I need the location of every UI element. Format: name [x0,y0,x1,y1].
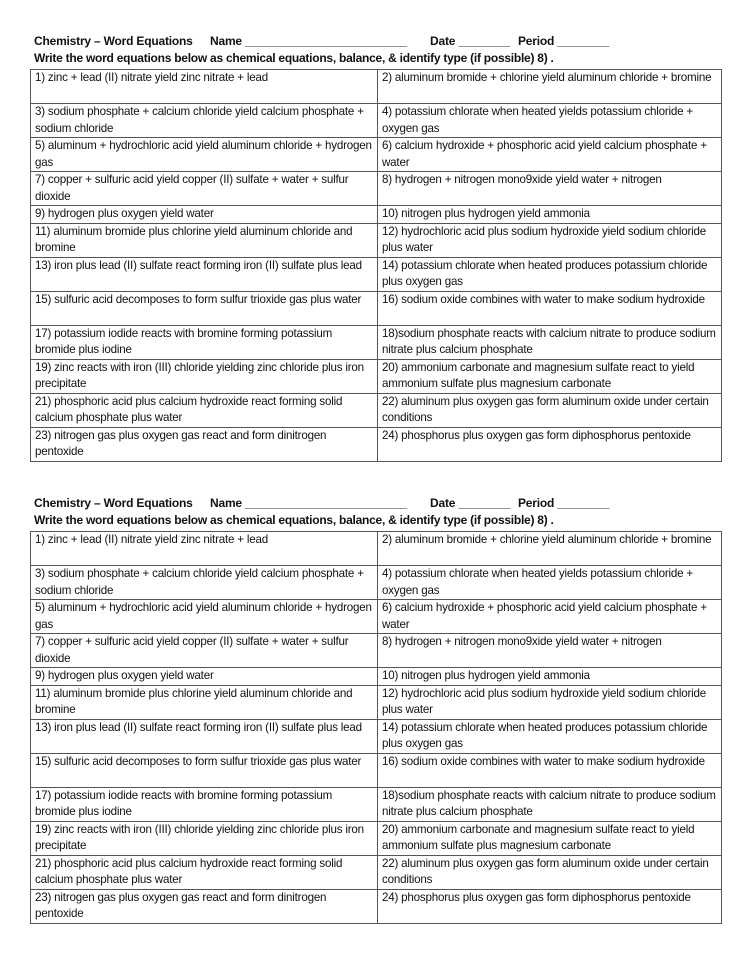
worksheet-header [30,496,722,513]
table-row [31,855,722,889]
equation-cell: 7) copper + sulfuric acid yield copper (II) sulfate + water + sulfur dioxide [31,634,378,668]
equation-cell: 16) sodium oxide combines with water to make sodium hydroxide [378,291,722,325]
equation-cell: 18)sodium phosphate reacts with calcium nitrate to produce sodium nitrate plus calcium phosphate [378,325,722,359]
table-row [31,753,722,787]
equation-cell: 10) nitrogen plus hydrogen yield ammonia [378,668,722,686]
table-row [31,427,722,461]
period-field: Period ________ [518,34,610,48]
equation-cell: 22) aluminum plus oxygen gas form aluminum oxide under certain conditions [378,393,722,427]
equation-cell: 6) calcium hydroxide + phosphoric acid yield calcium phosphate + water [378,138,722,172]
equation-cell: 2) aluminum bromide + chlorine yield aluminum chloride + bromine [378,532,722,566]
equation-cell: 5) aluminum + hydrochloric acid yield aluminum chloride + hydrogen gas [31,600,378,634]
equation-cell: 14) potassium chlorate when heated produces potassium chloride plus oxygen gas [378,719,722,753]
table-row [31,889,722,923]
name-field: Name _________________________ [210,496,407,510]
table-row [31,634,722,668]
date-field: Date ________ [430,496,511,510]
table-row [31,70,722,104]
equation-cell: 17) potassium iodide reacts with bromine forming potassium bromide plus iodine [31,325,378,359]
equation-cell: 14) potassium chlorate when heated produces potassium chloride plus oxygen gas [378,257,722,291]
equation-cell: 9) hydrogen plus oxygen yield water [31,206,378,224]
equation-cell: 4) potassium chlorate when heated yields potassium chloride + oxygen gas [378,566,722,600]
equation-cell: 24) phosphorus plus oxygen gas form diphosphorus pentoxide [378,889,722,923]
equation-cell: 23) nitrogen gas plus oxygen gas react and form dinitrogen pentoxide [31,889,378,923]
equation-cell: 23) nitrogen gas plus oxygen gas react and form dinitrogen pentoxide [31,427,378,461]
equation-cell: 3) sodium phosphate + calcium chloride yield calcium phosphate + sodium chloride [31,566,378,600]
equation-cell: 21) phosphoric acid plus calcium hydroxide react forming solid calcium phosphate plus water [31,393,378,427]
equation-cell: 7) copper + sulfuric acid yield copper (II) sulfate + water + sulfur dioxide [31,172,378,206]
table-row [31,787,722,821]
equation-cell: 24) phosphorus plus oxygen gas form diphosphorus pentoxide [378,427,722,461]
equation-cell: 11) aluminum bromide plus chlorine yield aluminum chloride and bromine [31,685,378,719]
table-row [31,291,722,325]
table-row [31,138,722,172]
instructions: Write the word equations below as chemical equations, balance, & identify type (if possible) 8) . [34,51,554,65]
equation-cell: 6) calcium hydroxide + phosphoric acid yield calcium phosphate + water [378,600,722,634]
table-row [31,821,722,855]
equation-cell: 18)sodium phosphate reacts with calcium nitrate to produce sodium nitrate plus calcium phosphate [378,787,722,821]
equation-cell: 8) hydrogen + nitrogen mono9xide yield water + nitrogen [378,634,722,668]
equation-cell: 13) iron plus lead (II) sulfate react forming iron (II) sulfate plus lead [31,719,378,753]
equation-cell: 9) hydrogen plus oxygen yield water [31,668,378,686]
equation-cell: 8) hydrogen + nitrogen mono9xide yield water + nitrogen [378,172,722,206]
equation-cell: 16) sodium oxide combines with water to make sodium hydroxide [378,753,722,787]
table-row [31,685,722,719]
equation-cell: 12) hydrochloric acid plus sodium hydroxide yield sodium chloride plus water [378,685,722,719]
table-row [31,668,722,686]
table-row [31,172,722,206]
equation-cell: 4) potassium chlorate when heated yields potassium chloride + oxygen gas [378,104,722,138]
table-row [31,104,722,138]
equation-cell: 12) hydrochloric acid plus sodium hydroxide yield sodium chloride plus water [378,223,722,257]
equations-table [30,69,722,462]
equation-cell: 10) nitrogen plus hydrogen yield ammonia [378,206,722,224]
table-row [31,719,722,753]
equation-cell: 13) iron plus lead (II) sulfate react forming iron (II) sulfate plus lead [31,257,378,291]
equation-cell: 3) sodium phosphate + calcium chloride yield calcium phosphate + sodium chloride [31,104,378,138]
table-row [31,223,722,257]
worksheet-title: Chemistry – Word Equations [34,496,193,510]
equation-cell: 19) zinc reacts with iron (III) chloride yielding zinc chloride plus iron precipitate [31,359,378,393]
table-row [31,600,722,634]
worksheet-header [30,34,722,51]
equation-cell: 11) aluminum bromide plus chlorine yield aluminum chloride and bromine [31,223,378,257]
equation-cell: 15) sulfuric acid decomposes to form sulfur trioxide gas plus water [31,753,378,787]
equation-cell: 1) zinc + lead (II) nitrate yield zinc nitrate + lead [31,70,378,104]
equation-cell: 20) ammonium carbonate and magnesium sulfate react to yield ammonium sulfate plus magnesium carbonate [378,821,722,855]
equation-cell: 5) aluminum + hydrochloric acid yield aluminum chloride + hydrogen gas [31,138,378,172]
table-row [31,206,722,224]
equation-cell: 22) aluminum plus oxygen gas form aluminum oxide under certain conditions [378,855,722,889]
equation-cell: 1) zinc + lead (II) nitrate yield zinc nitrate + lead [31,532,378,566]
equation-cell: 19) zinc reacts with iron (III) chloride yielding zinc chloride plus iron precipitate [31,821,378,855]
table-row [31,325,722,359]
table-row [31,359,722,393]
instructions: Write the word equations below as chemical equations, balance, & identify type (if possible) 8) . [34,513,554,527]
equation-cell: 17) potassium iodide reacts with bromine forming potassium bromide plus iodine [31,787,378,821]
name-field: Name _________________________ [210,34,407,48]
equation-cell: 20) ammonium carbonate and magnesium sulfate react to yield ammonium sulfate plus magnesium carbonate [378,359,722,393]
period-field: Period ________ [518,496,610,510]
table-row [31,257,722,291]
equation-cell: 15) sulfuric acid decomposes to form sulfur trioxide gas plus water [31,291,378,325]
equation-cell: 2) aluminum bromide + chlorine yield aluminum chloride + bromine [378,70,722,104]
equation-cell: 21) phosphoric acid plus calcium hydroxide react forming solid calcium phosphate plus water [31,855,378,889]
worksheet-title: Chemistry – Word Equations [34,34,193,48]
worksheet-bottom [30,496,722,924]
equations-table [30,531,722,924]
date-field: Date ________ [430,34,511,48]
table-row [31,566,722,600]
table-row [31,532,722,566]
table-row [31,393,722,427]
worksheet-top [30,34,722,462]
